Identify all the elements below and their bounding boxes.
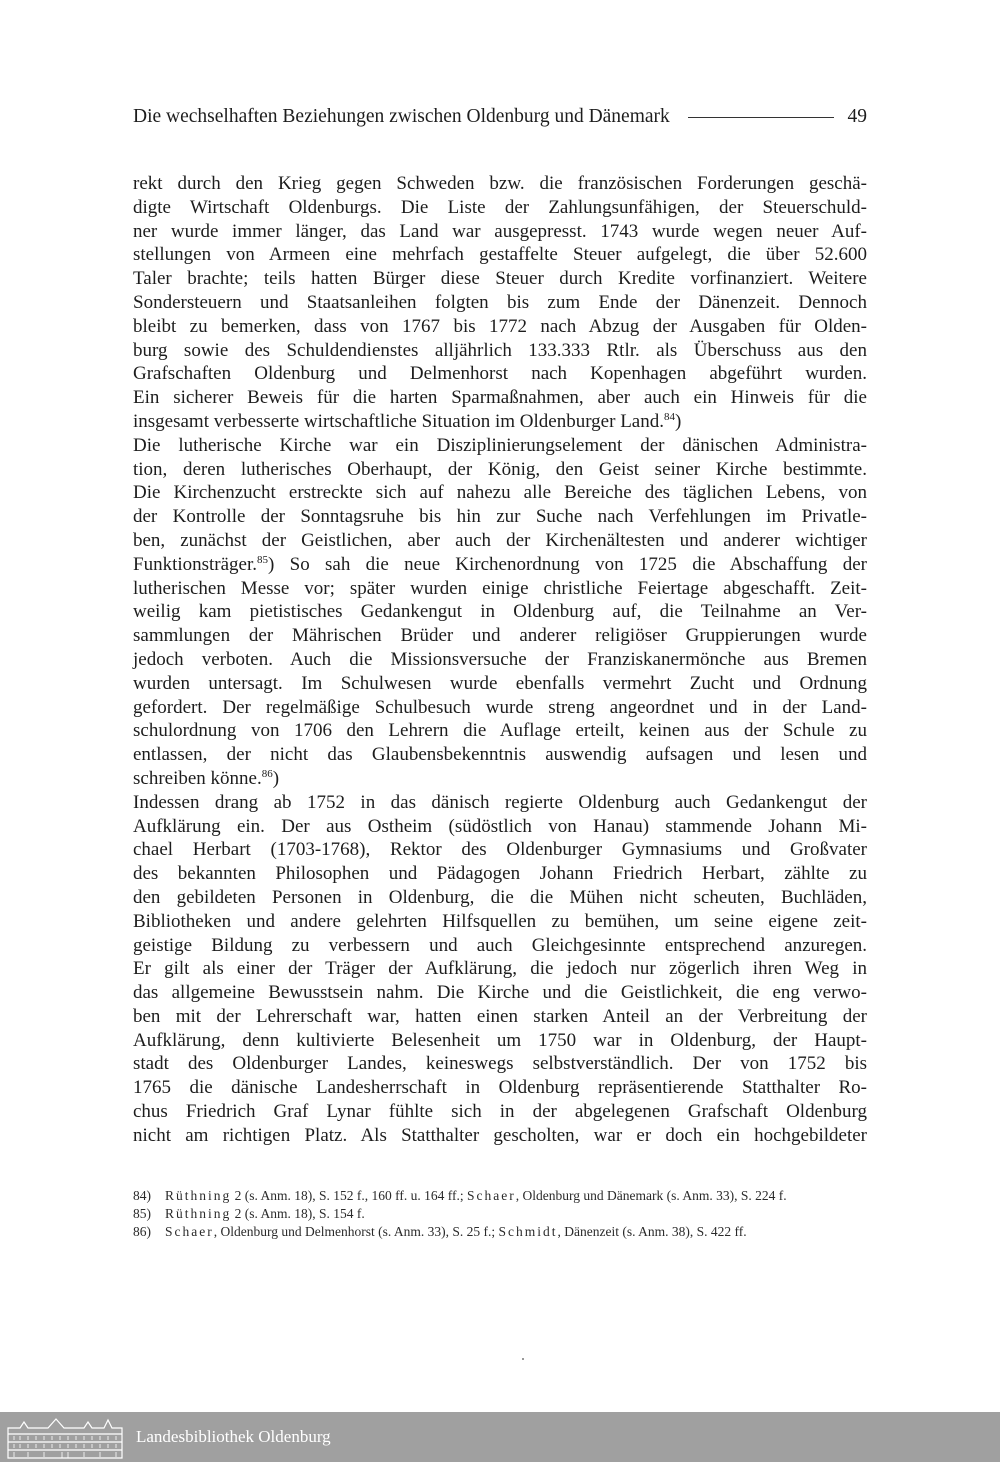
text-line [133, 315, 867, 339]
line-text: Funktionsträger. [133, 553, 258, 575]
footnote-text [165, 1205, 365, 1223]
footnote-author: Rüthning [165, 1188, 232, 1203]
text-line [133, 196, 867, 220]
footnote-text [165, 1223, 747, 1241]
text-line [133, 410, 867, 434]
line-text: gefordert. Der regelmäßige Schulbesuch wurde streng angeordnet und in der Land- [133, 696, 867, 718]
line-text: geistige Bildung zu verbessern und auch Gleichgesinnte entsprechend anzuregen. [133, 934, 867, 956]
text-line [133, 600, 867, 624]
line-text: Bibliotheken und andere gelehrten Hilfsquellen zu bemühen, um seine eigene zeit- [133, 910, 867, 932]
footnote-number: 86) [133, 1223, 151, 1239]
line-text: Die lutherische Kirche war ein Disziplinierungselement der dänischen Administra- [133, 434, 867, 456]
text-line [133, 719, 867, 743]
text-line [133, 577, 867, 601]
text-line [133, 1029, 867, 1053]
line-text: ben mit der Lehrerschaft war, hatten einen starken Anteil an der Verbreitung der [133, 1005, 867, 1027]
line-text: bleibt zu bemerken, dass von 1767 bis 1772 nach Abzug der Ausgaben für Olden- [133, 315, 867, 337]
text-line [133, 957, 867, 981]
scan-speck [522, 1358, 524, 1360]
footnote-reference: 84 [663, 410, 675, 423]
footnote-reference: 86 [261, 767, 273, 780]
library-name: Landesbibliothek Oldenburg [136, 1427, 331, 1446]
line-text: ner wurde immer länger, das Land war ausgepresst. 1743 wurde wegen neuer Auf- [133, 220, 867, 242]
line-text: nicht am richtigen Platz. Als Statthalter gescholten, war er doch ein hochgebildeter [133, 1124, 867, 1146]
text-line [133, 243, 867, 267]
line-text-continued: ) [272, 767, 280, 789]
text-line [133, 386, 867, 410]
page-number: 49 [847, 106, 867, 127]
text-line [133, 267, 867, 291]
library-footer-bar [0, 1412, 1000, 1462]
line-text: weilig kam pietistisches Gedankengut in Oldenburg auf, die Teilnahme an Ver- [133, 601, 867, 623]
line-text: schulordnung von 1706 den Lehrern die Auflage erteilt, keinen aus der Schule zu [133, 720, 867, 742]
footnote [133, 1223, 873, 1241]
line-text: rekt durch den Krieg gegen Schweden bzw. die französischen Forderungen geschä- [133, 173, 867, 194]
line-text: Sondersteuern und Staatsanleihen folgten bis zum Ende der Dänenzeit. Dennoch [133, 291, 867, 313]
line-text: tion, deren lutherisches Oberhaupt, der König, den Geist seiner Kirche bestimmte. [133, 458, 867, 480]
footnote-citation: , Oldenburg und Dänemark (s. Anm. 33), S. 224 f. [515, 1188, 787, 1203]
line-text: 1765 die dänische Landesherrschaft in Oldenburg repräsentierende Statthalter Ro- [133, 1077, 867, 1099]
text-line [133, 934, 867, 958]
line-text: Aufklärung, denn kultivierte Belesenheit um 1750 war in Oldenburg, der Haupt- [133, 1029, 867, 1051]
footnote-author: Rüthning [165, 1205, 232, 1221]
text-line [133, 172, 867, 196]
line-text: stellungen von Armeen eine mehrfach gestaffelte Steuer aufgelegt, die über 52.600 [133, 244, 867, 266]
text-line [133, 481, 867, 505]
line-text-continued: ) [674, 410, 682, 432]
footnote-citation: , Oldenburg und Delmenhorst (s. Anm. 33), S. 25 f.; [213, 1223, 499, 1239]
footnote-citation: , Dänenzeit (s. Anm. 38), S. 422 ff. [557, 1223, 747, 1239]
body-text [133, 172, 867, 1148]
text-line [133, 886, 867, 910]
footnotes [133, 1187, 873, 1240]
text-line [133, 791, 867, 815]
line-text: chus Friedrich Graf Lynar fühlte sich in der abgelegenen Grafschaft Oldenburg [133, 1101, 867, 1123]
text-line [133, 339, 867, 363]
footnote-author: Schaer [165, 1223, 214, 1239]
line-text: chael Herbart (1703-1768), Rektor des Oldenburger Gymnasiums und Großvater [133, 839, 867, 861]
line-text: Ein sicherer Beweis für die harten Sparmaßnahmen, aber auch ein Hinweis für die [133, 387, 867, 409]
line-text-continued: ) So sah die neue Kirchenordnung von 1725 die Abschaffung der [268, 553, 867, 575]
text-line [133, 743, 867, 767]
text-line [133, 220, 867, 244]
line-text: digte Wirtschaft Oldenburgs. Die Liste der Zahlungsunfähigen, der Steuerschuld- [133, 196, 867, 218]
line-text: lutherischen Messe vor; später wurden einige christliche Feiertage abgeschafft. Zeit- [133, 577, 867, 599]
footnote [133, 1187, 873, 1205]
text-line [133, 672, 867, 696]
text-line [133, 862, 867, 886]
text-line [133, 1052, 867, 1076]
line-text: den gebildeten Personen in Oldenburg, die die Mühen nicht scheuten, Buchläden, [133, 886, 867, 908]
line-text: das allgemeine Bewusstsein nahm. Die Kirche und die Geistlichkeit, die eng verwo- [133, 982, 867, 1004]
running-header [133, 104, 867, 130]
line-text: schreiben könne. [133, 767, 262, 789]
line-text: Aufklärung ein. Der aus Ostheim (südöstlich von Hanau) stammende Johann Mi- [133, 815, 867, 837]
text-line [133, 648, 867, 672]
text-line [133, 767, 867, 791]
text-line [133, 1124, 867, 1148]
text-line [133, 1005, 867, 1029]
text-line [133, 291, 867, 315]
text-line [133, 1100, 867, 1124]
text-line [133, 910, 867, 934]
line-text: Er gilt als einer der Träger der Aufklärung, die jedoch nur zögerlich ihren Weg in [133, 958, 867, 980]
footnote-reference: 85 [257, 553, 269, 566]
line-text: sammlungen der Mährischen Brüder und anderer religiöser Gruppierungen wurde [133, 625, 867, 647]
line-text: jedoch verboten. Auch die Missionsversuche der Franziskanermönche aus Bremen [133, 648, 867, 670]
line-text: wurden untersagt. Im Schulwesen wurde ebenfalls vermehrt Zucht und Ordnung [133, 672, 867, 694]
line-text: ben, zunächst der Geistlichen, aber auch der Kirchenältesten und anderer wichtiger [133, 529, 867, 551]
text-line [133, 553, 867, 577]
text-line [133, 529, 867, 553]
text-line [133, 458, 867, 482]
text-line [133, 696, 867, 720]
line-text: insgesamt verbesserte wirtschaftliche Situation im Oldenburger Land. [133, 410, 664, 432]
line-text: entlassen, der nicht das Glaubensbekenntnis auswendig aufsagen und lesen und [133, 744, 867, 766]
footnote-text [165, 1187, 787, 1205]
text-line [133, 624, 867, 648]
library-building-logo [4, 1414, 126, 1460]
footnote-number: 85) [133, 1205, 151, 1221]
header-rule [688, 117, 834, 118]
footnote-number: 84) [133, 1188, 151, 1203]
line-text: Indessen drang ab 1752 in das dänisch regierte Oldenburg auch Gedankengut der [133, 791, 867, 813]
text-line [133, 981, 867, 1005]
footnote-author: Schmidt [498, 1223, 558, 1239]
footnote [133, 1205, 873, 1223]
running-title: Die wechselhaften Beziehungen zwischen Oldenburg und Dänemark [133, 106, 670, 127]
text-line [133, 505, 867, 529]
line-text: Grafschaften Oldenburg und Delmenhorst nach Kopenhagen abgeführt wurden. [133, 363, 867, 385]
line-text: Taler brachte; teils hatten Bürger diese Steuer durch Kredite vorfinanziert. Weitere [133, 268, 867, 290]
line-text: stadt des Oldenburger Landes, keineswegs selbstverständlich. Der von 1752 bis [133, 1053, 867, 1075]
line-text: der Kontrolle der Sonntagsruhe bis hin zur Suche nach Verfehlungen im Privatle- [133, 506, 867, 528]
text-line [133, 434, 867, 458]
line-text: burg sowie des Schuldendienstes alljährlich 133.333 Rtlr. als Überschuss aus den [133, 339, 867, 361]
line-text: Die Kirchenzucht erstreckte sich auf nahezu alle Bereiche des täglichen Lebens, von [133, 482, 867, 504]
text-line [133, 815, 867, 839]
footnote-citation: 2 (s. Anm. 18), S. 154 f. [231, 1205, 365, 1221]
text-line [133, 1076, 867, 1100]
text-line [133, 838, 867, 862]
footnote-author: Schaer [467, 1188, 516, 1203]
line-text: des bekannten Philosophen und Pädagogen Johann Friedrich Herbart, zählte zu [133, 863, 867, 885]
text-line [133, 362, 867, 386]
footnote-citation: 2 (s. Anm. 18), S. 152 f., 160 ff. u. 164 ff.; [231, 1188, 468, 1203]
